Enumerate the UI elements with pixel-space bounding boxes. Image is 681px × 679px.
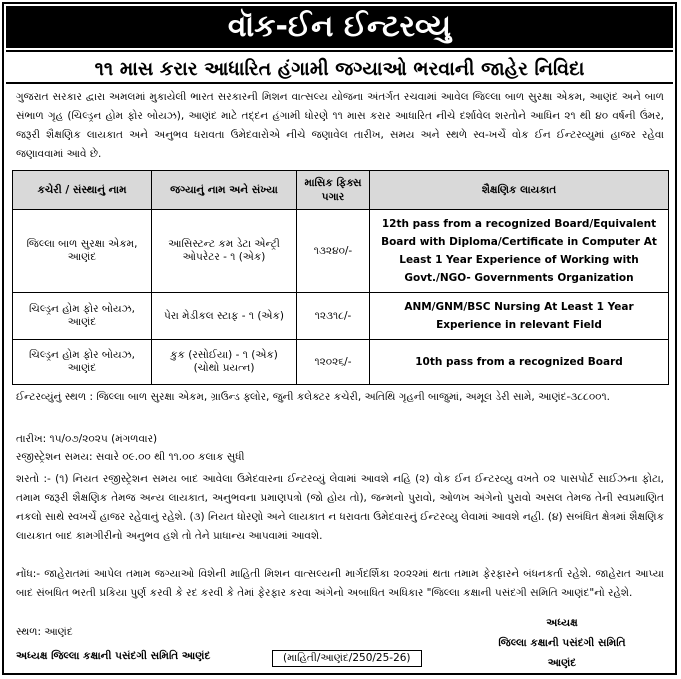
signature-line: અધ્યક્ષ xyxy=(546,617,578,629)
row-pay: ૧૩૨૪૦/- xyxy=(297,210,370,293)
row-office: જિલ્લા બાળ સુરક્ષા એકમ, આણંદ xyxy=(13,210,152,293)
row-qualification: 12th pass from a recognized Board/Equivalent Board with Diploma/Certificate in Computer At Least 1 Year Experience of Working with Govt./NGO- Governments Organization xyxy=(370,210,669,293)
row-qualification: 10th pass from a recognized Board xyxy=(370,340,669,385)
terms-paragraph: શરતો :- (૧) નિયત રજીસ્ટ્રેશન સમય બાદ આવેલા ઉમેદવારના ઈન્ટરવ્યું લેવામાં આવશે નહિ (૨) વોક ઈન ઈન્ટરવ્યુ વખતે ૦૨ પાસપોર્ટ સાઈઝના ફોટા, તમામ જરૂરી શૈક્ષણિક તેમજ અન્ય લાયકાત, અનુભવના પ્રમાણપત્રો (જો હોય તો), જન્મનો પુરાવો, ઓળખ અંગેનો પુરાવો અસલ તેમજ તેની સ્વપ્રમાણિત નકલો સાથે સ્વખર્ચે હાજર રહેવાનું રહેશે. (૩) નિયત ધોરણો અને લાયકાત ન ધરાવતા ઉમેદવારનું ઈન્ટરવ્યુ લેવામાં આવશે નહી. (૪) સબંધિત ક્ષેત્રમાં શૈક્ષણિક લાયકાત બાદ કામગીરીનો અનુભવ હશે તો તેને પ્રાધાન્ય આપવામાં આવશે. xyxy=(16,473,664,542)
row-office: ચિલ્ડ્રન હોમ ફોર બોયઝ, આણંદ xyxy=(13,293,152,340)
notice-subtitle: ૧૧ માસ કરાર આધારિત હંગામી જગ્યાઓ ભરવાની જાહેર નિવિદા xyxy=(6,50,673,84)
signature-block xyxy=(452,613,672,673)
header-pay: માસિક ફિક્સ પગાર xyxy=(297,171,370,210)
footer-committee: અધ્યક્ષ જિલ્લા કક્ષાની પસંદગી સમિતિ આણંદ xyxy=(16,650,211,662)
header-office: કચેરી / સંસ્થાનું નામ xyxy=(13,171,152,210)
interview-venue: ઈન્ટરવ્યુંનું સ્થળ : જિલ્લા બાળ સુરક્ષા એકમ, ગ્રાઉન્ડ ફ્લોર, જુની કલેક્ટર કચેરી, અતિથિ ગૃહની બાજુમાં, અમૂલ ડેરી સામે, આણંદ-૩૮૮૦૦૧. xyxy=(16,391,610,403)
note-paragraph: નોંધ:- જાહેરાતમાં આપેલ તમામ જગ્યાઓ વિશેની માહિતી મિશન વાત્સલ્યની માર્ગદર્શિકા ૨૦૨૨માં થતા તમામ ફેરફારને બંધનકર્તા રહેશે. જાહેરાત આપ્યા બાદ સંબધિત ભરતી પ્રકિયા પુર્ણ કરવી કે રદ કરવી કે તેમાં ફેરફાર કરવા અંગેનો અબાધિત અધિકાર "જિલ્લા કક્ષાની પસંદગી સમિતિ આણંદ"નો રહેશે. xyxy=(16,568,664,599)
notice-title: વૉક-ઈન ઈન્ટરવ્યુ xyxy=(6,6,673,48)
footer-place: સ્થળ: આણંદ xyxy=(16,626,73,638)
header-post: જગ્યાનું નામ અને સંખ્યા xyxy=(152,171,297,210)
footer-info-code: (માહિતી/આણંદ/250/25-26) xyxy=(272,650,422,667)
header-qualification: શૈક્ષણિક લાયકાત xyxy=(370,171,669,210)
signature-line: આણંદ xyxy=(547,657,577,669)
table-row xyxy=(13,210,669,293)
posts-table xyxy=(12,170,669,385)
row-pay: ૧૨૩૧૮/- xyxy=(297,293,370,340)
table-row xyxy=(13,293,669,340)
notice-page xyxy=(2,2,677,675)
row-pay: ૧૨૦૨૬/- xyxy=(297,340,370,385)
row-office: ચિલ્ડ્રન હોમ ફોર બોયઝ, આણંદ xyxy=(13,340,152,385)
row-qualification: ANM/GNM/BSC Nursing At Least 1 Year Experience in relevant Field xyxy=(370,293,669,340)
interview-date: તારીખ: ૧૫/૦૭/૨૦૨૫ (મંગળવાર) xyxy=(16,433,158,445)
signature-line: જિલ્લા કક્ષાની પસંદગી સમિતિ xyxy=(498,637,626,649)
table-row xyxy=(13,340,669,385)
intro-paragraph: ગુજરાત સરકાર દ્વારા અમલમાં મુકાયેલી ભારત સરકારની મિશન વાત્સલ્ય યોજના અંતર્ગત રચવામાં આવેલ જિલ્લા બાળ સુરક્ષા એકમ, આણંદ અને બાળ સંભાળ ગૃહ (ચિલ્ડ્રન હોમ ફોર બોયઝ), આણંદ માટે તદ્દન હંગામી ધોરણે ૧૧ માસ કરાર આધારિત નીચે દર્શાવેલ શરતોને આધિન ૨૧ થી ૪૦ વર્ષની ઉંમર, જરૂરી શૈક્ષણિક લાયકાત અને અનુભવ ધરાવતા ઉમેદવારોએ નીચે જણાવેલ તારીખ, સમય અને સ્થળે સ્વ-ખર્ચે વોક ઈન ઈન્ટરવ્યુમાં હાજર રહેવા જણાવવામાં આવે છે. xyxy=(16,91,664,160)
row-post: કુક (રસોઈયા) - ૧ (એક) (ચોથો પ્રયત્ન) xyxy=(152,340,297,385)
row-post: પેરા મેડીકલ સ્ટાફ - ૧ (એક) xyxy=(152,293,297,340)
registration-time: રજીસ્ટ્રેશન સમય: સવારે ૦૯.૦૦ થી ૧૧.૦૦ કલાક સુધી xyxy=(16,451,245,463)
table-header-row xyxy=(13,171,669,210)
row-post: આસિસ્ટન્ટ કમ ડેટા એન્ટ્રી ઓપરેટર - ૧ (એક) xyxy=(152,210,297,293)
